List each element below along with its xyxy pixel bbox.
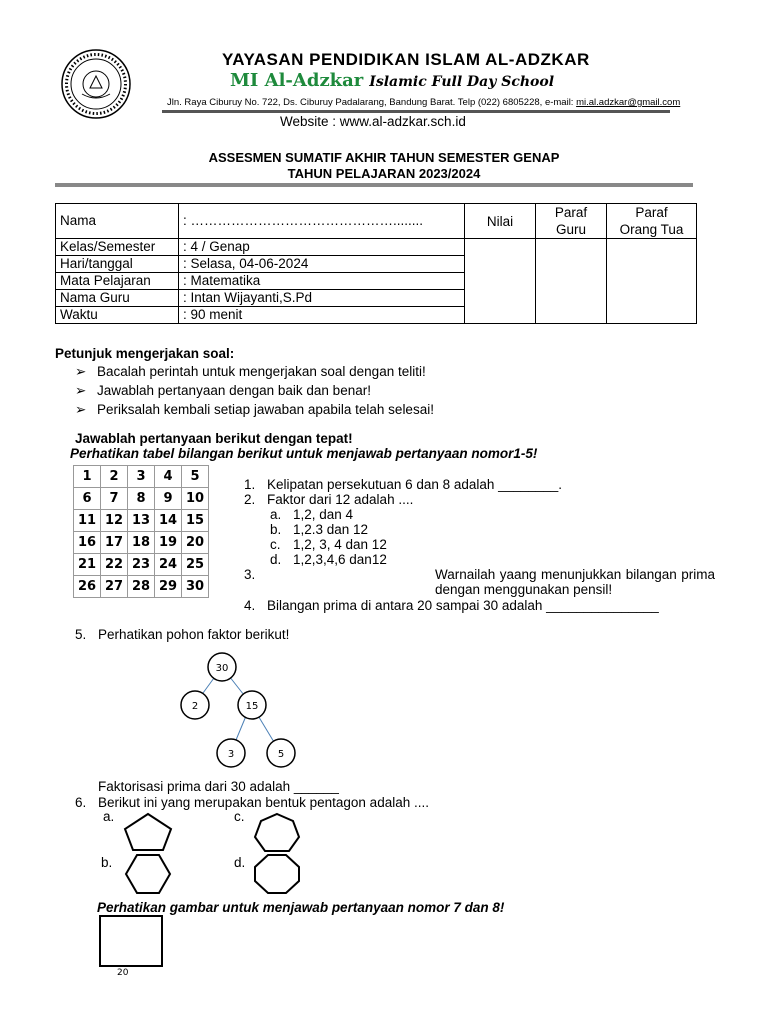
info-row-label: Hari/tanggal — [56, 256, 179, 273]
question-text: Perhatikan pohon faktor berikut! — [98, 627, 290, 642]
website-line: Website : www.al-adzkar.sch.id — [280, 114, 466, 129]
option-letter: a. — [270, 507, 282, 522]
grid-cell[interactable]: 29 — [155, 576, 182, 598]
tree-node-label: 5 — [277, 749, 285, 760]
q6-option-d: d. — [234, 855, 246, 870]
grid-cell[interactable]: 15 — [182, 510, 209, 532]
grid-cell[interactable]: 6 — [74, 488, 101, 510]
foundation-name: YAYASAN PENDIDIKAN ISLAM AL-ADZKAR — [222, 50, 590, 69]
grid-cell[interactable]: 21 — [74, 554, 101, 576]
title-divider — [55, 183, 693, 187]
list-item — [75, 400, 434, 419]
grid-cell[interactable]: 19 — [155, 532, 182, 554]
heptagon-icon[interactable] — [253, 812, 301, 854]
question-number: 6. — [75, 795, 87, 810]
question-text: Faktor dari 12 adalah .... — [267, 492, 414, 507]
paraf-guru-box[interactable] — [536, 239, 607, 324]
grid-cell[interactable]: 4 — [155, 466, 182, 488]
grid-cell[interactable]: 12 — [101, 510, 128, 532]
pentagon-icon[interactable] — [122, 812, 174, 852]
question-3-number: 3. — [244, 567, 256, 582]
grid-cell[interactable]: 30 — [182, 576, 209, 598]
task-title: Jawablah pertanyaan berikut dengan tepat! — [75, 431, 353, 446]
exam-title — [0, 150, 768, 182]
q6-option-b: b. — [101, 855, 113, 870]
square-icon — [99, 915, 163, 967]
school-name — [230, 70, 554, 91]
instruction-text: Bacalah perintah untuk mengerjakan soal dengan teliti! — [97, 364, 426, 379]
list-item — [75, 362, 434, 381]
question-4 — [244, 598, 659, 613]
grid-cell[interactable]: 3 — [128, 466, 155, 488]
info-row-label: Mata Pelajaran — [56, 273, 179, 290]
q2-option-a — [270, 507, 353, 522]
question-number: 4. — [244, 598, 256, 613]
option-text: 1,2, dan 4 — [293, 507, 354, 522]
q6-option-a: a. — [103, 809, 115, 824]
instruction-text: Jawablah pertanyaan dengan baik dan benar! — [97, 383, 371, 398]
question-3-text: Warnailah yaang menunjukkan bilangan prima dengan menggunakan pensil! — [435, 567, 715, 597]
option-text: 1,2,3,4,6 dan12 — [293, 552, 387, 567]
option-text: 1,2, 3, 4 dan 12 — [293, 537, 387, 552]
school-name-text: MI Al-Adzkar — [230, 70, 364, 91]
info-row-value: : Selasa, 04-06-2024 — [179, 256, 465, 273]
grid-cell[interactable]: 9 — [155, 488, 182, 510]
header-divider — [162, 110, 670, 113]
nama-field[interactable]: : ………………………………………........ — [179, 204, 465, 239]
grid-cell[interactable]: 24 — [155, 554, 182, 576]
square-side-label: 20 — [117, 968, 129, 978]
tree-node-label: 3 — [227, 749, 235, 760]
instruction-text: Periksalah kembali setiap jawaban apabila telah selesai! — [97, 402, 434, 417]
info-row-value: : Intan Wijayanti,S.Pd — [179, 290, 465, 307]
question-text: Bilangan prima di antara 20 sampai 30 adalah _______________ — [267, 598, 659, 613]
school-tagline: Islamic Full Day School — [369, 74, 555, 90]
grid-cell[interactable]: 13 — [128, 510, 155, 532]
grid-cell[interactable]: 23 — [128, 554, 155, 576]
arrow-bullet-icon: ➢ — [75, 364, 87, 379]
question-text: Kelipatan persekutuan 6 dan 8 adalah ________. — [267, 477, 562, 492]
nilai-label: Nilai — [465, 204, 536, 239]
grid-cell[interactable]: 27 — [101, 576, 128, 598]
tree-node-label: 15 — [245, 701, 259, 712]
number-grid — [73, 465, 209, 598]
option-letter: b. — [270, 522, 282, 537]
school-address — [167, 97, 680, 108]
option-letter: c. — [270, 537, 281, 552]
question-number: 1. — [244, 477, 256, 492]
grid-cell[interactable]: 11 — [74, 510, 101, 532]
option-text: 1,2.3 dan 12 — [293, 522, 369, 537]
school-logo-icon — [60, 48, 132, 120]
question-6 — [75, 795, 429, 810]
grid-cell[interactable]: 17 — [101, 532, 128, 554]
octagon-icon[interactable] — [253, 853, 301, 895]
q2-option-b — [270, 522, 368, 537]
question-5-answer: Faktorisasi prima dari 30 adalah ______ — [98, 779, 339, 794]
instructions-list — [75, 362, 434, 419]
grid-cell[interactable]: 16 — [74, 532, 101, 554]
grid-cell[interactable]: 22 — [101, 554, 128, 576]
email-link[interactable]: mi.al.adzkar@gmail.com — [576, 97, 681, 108]
question-7-8-instruction: Perhatikan gambar untuk menjawab pertanyaan nomor 7 dan 8! — [97, 900, 505, 915]
info-row-value: : 4 / Genap — [179, 239, 465, 256]
tree-node-label: 30 — [215, 663, 229, 674]
grid-cell[interactable]: 2 — [101, 466, 128, 488]
nilai-box[interactable] — [465, 239, 536, 324]
arrow-bullet-icon: ➢ — [75, 383, 87, 398]
grid-cell[interactable]: 20 — [182, 532, 209, 554]
question-5 — [75, 627, 289, 642]
arrow-bullet-icon: ➢ — [75, 402, 87, 417]
paraf-guru-header — [536, 204, 607, 239]
question-2 — [244, 492, 413, 507]
question-1 — [244, 477, 562, 492]
task-subtitle: Perhatikan tabel bilangan berikut untuk menjawab pertanyaan nomor1-5! — [70, 446, 538, 461]
paraf-ortu-box[interactable] — [607, 239, 697, 324]
info-row-value: : 90 menit — [179, 307, 465, 324]
info-row-label: Nama Guru — [56, 290, 179, 307]
grid-cell[interactable]: 10 — [182, 488, 209, 510]
paraf-guru-line1: Paraf — [554, 205, 588, 220]
grid-cell[interactable]: 28 — [128, 576, 155, 598]
exam-title-line2: TAHUN PELAJARAN 2023/2024 — [287, 166, 481, 181]
tree-node-label: 2 — [191, 701, 199, 712]
factor-tree-diagram — [160, 648, 340, 770]
grid-cell[interactable]: 26 — [74, 576, 101, 598]
grid-cell[interactable]: 25 — [182, 554, 209, 576]
grid-cell[interactable]: 18 — [128, 532, 155, 554]
grid-cell[interactable]: 7 — [101, 488, 128, 510]
paraf-guru-line2: Guru — [555, 222, 586, 237]
paraf-ortu-line2: Orang Tua — [619, 222, 684, 237]
exam-title-line1: ASSESMEN SUMATIF AKHIR TAHUN SEMESTER GENAP — [208, 150, 560, 165]
student-info-table — [55, 203, 697, 324]
grid-cell[interactable]: 1 — [74, 466, 101, 488]
info-row-value: : Matematika — [179, 273, 465, 290]
grid-cell[interactable]: 5 — [182, 466, 209, 488]
grid-cell[interactable]: 8 — [128, 488, 155, 510]
option-letter: d. — [270, 552, 282, 567]
list-item — [75, 381, 434, 400]
question-number: 2. — [244, 492, 256, 507]
instructions-title: Petunjuk mengerjakan soal: — [55, 346, 235, 361]
paraf-ortu-line1: Paraf — [635, 205, 668, 220]
address-text: Jln. Raya Ciburuy No. 722, Ds. Ciburuy Padalarang, Bandung Barat. Telp (022) 6805228, e-mail: — [167, 97, 574, 108]
info-row-label: Kelas/Semester — [56, 239, 179, 256]
nama-label: Nama — [56, 204, 179, 239]
question-number: 5. — [75, 627, 87, 642]
q2-option-c — [270, 537, 387, 552]
q6-option-c: c. — [234, 809, 245, 824]
q2-option-d — [270, 552, 387, 567]
grid-cell[interactable]: 14 — [155, 510, 182, 532]
question-text: Berikut ini yang merupakan bentuk pentagon adalah .... — [98, 795, 429, 810]
hexagon-icon[interactable] — [124, 853, 172, 895]
info-row-label: Waktu — [56, 307, 179, 324]
paraf-ortu-header — [607, 204, 697, 239]
